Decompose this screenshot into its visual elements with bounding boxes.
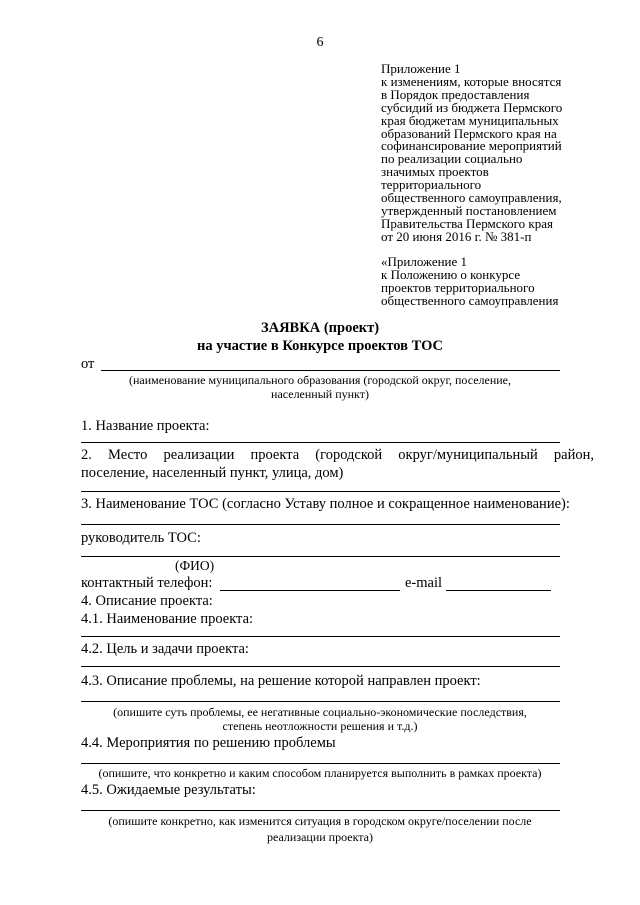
appendix-line: территориального [381, 177, 482, 193]
word: район, [553, 447, 594, 463]
form-title: ЗАЯВКА (проект) [260, 320, 380, 336]
appendix-line: в Порядок предоставления [381, 86, 530, 102]
field-project-name-label: 1. Название проекта: [81, 418, 210, 434]
location-line[interactable] [81, 491, 560, 492]
email-label: e-mail [405, 575, 443, 591]
word: Место [108, 447, 148, 463]
appendix-line: общественного самоуправления, [381, 190, 562, 206]
goals-line[interactable] [81, 666, 560, 667]
results-hint: реализации проекта) [267, 830, 373, 844]
field-goals-label: 4.2. Цель и задачи проекта: [81, 641, 249, 657]
from-label: от [81, 356, 95, 372]
appendix-line: проектов территориального [381, 279, 535, 295]
appendix-line: по реализации социально [381, 151, 523, 167]
word: проекта [250, 447, 300, 463]
field-location-label [81, 447, 594, 464]
head-label: руководитель ТОС: [81, 530, 201, 546]
from-hint: (наименование муниципального образования (городской округ, поселение, [128, 373, 512, 387]
appendix-1-block [381, 63, 562, 244]
form-subtitle: на участие в Конкурсе проектов ТОС [196, 338, 443, 354]
appendix-line: общественного самоуправления [381, 292, 559, 308]
fio-hint: (ФИО) [175, 558, 215, 573]
appendix-line: Правительства Пермского края [381, 215, 553, 231]
activities-hint: (опишите, что конкретно и каким способом планируется выполнить в рамках проекта) [98, 766, 542, 780]
appendix-line: от 20 июня 2016 г. № 381-п [381, 228, 532, 244]
word: реализации [163, 447, 235, 463]
from-field-line[interactable] [101, 370, 560, 371]
appendix-line: к Положению о конкурсе [381, 266, 521, 282]
email-input-line[interactable] [446, 590, 551, 591]
appendix-line: Приложение 1 [381, 61, 461, 76]
field-tos-name-label: 3. Наименование ТОС (согласно Уставу полное и сокращенное наименование): [81, 496, 570, 512]
head-line[interactable] [81, 556, 560, 557]
appendix-line: софинансирование мероприятий [381, 138, 562, 154]
tos-name-line[interactable] [81, 524, 560, 525]
results-hint: (опишите конкретно, как изменится ситуация в городском округе/поселении после [108, 814, 532, 828]
field-results-label: 4.5. Ожидаемые результаты: [81, 782, 256, 798]
problem-hint: степень неотложности решения и т.д.) [222, 719, 418, 733]
appendix-line: «Приложение 1 [381, 254, 468, 269]
appendix-line: образований Пермского края на [381, 125, 557, 141]
appendix-line: утвержденный постановлением [381, 202, 557, 218]
word: округ/муниципальный [398, 447, 538, 463]
problem-line[interactable] [81, 701, 560, 702]
field-problem-label: 4.3. Описание проблемы, на решение которой направлен проект: [81, 673, 481, 689]
appendix-line: значимых проектов [381, 164, 489, 180]
appendix-line: субсидий из бюджета Пермского [381, 99, 563, 115]
problem-hint: (опишите суть проблемы, ее негативные социально-экономические последствия, [113, 705, 527, 719]
field-project-title-label: 4.1. Наименование проекта: [81, 611, 254, 627]
word: 2. [81, 447, 92, 463]
appendix-2-block [381, 256, 558, 308]
project-title-line[interactable] [81, 636, 560, 637]
phone-label: контактный телефон: [81, 575, 213, 591]
phone-input-line[interactable] [220, 590, 400, 591]
field-activities-label: 4.4. Мероприятия по решению проблемы [81, 735, 336, 751]
page-number: 6 [316, 35, 324, 50]
from-hint: населенный пункт) [271, 387, 369, 401]
appendix-line: края бюджетам муниципальных [381, 112, 559, 128]
activities-line[interactable] [81, 763, 560, 764]
appendix-line: к изменениям, которые вносятся [381, 73, 562, 89]
field-location-label-cont: поселение, населенный пункт, улица, дом) [81, 465, 344, 481]
field-description-label: 4. Описание проекта: [81, 593, 213, 609]
results-line[interactable] [81, 810, 560, 811]
word: (городской [315, 447, 383, 463]
project-name-line[interactable] [81, 442, 560, 443]
